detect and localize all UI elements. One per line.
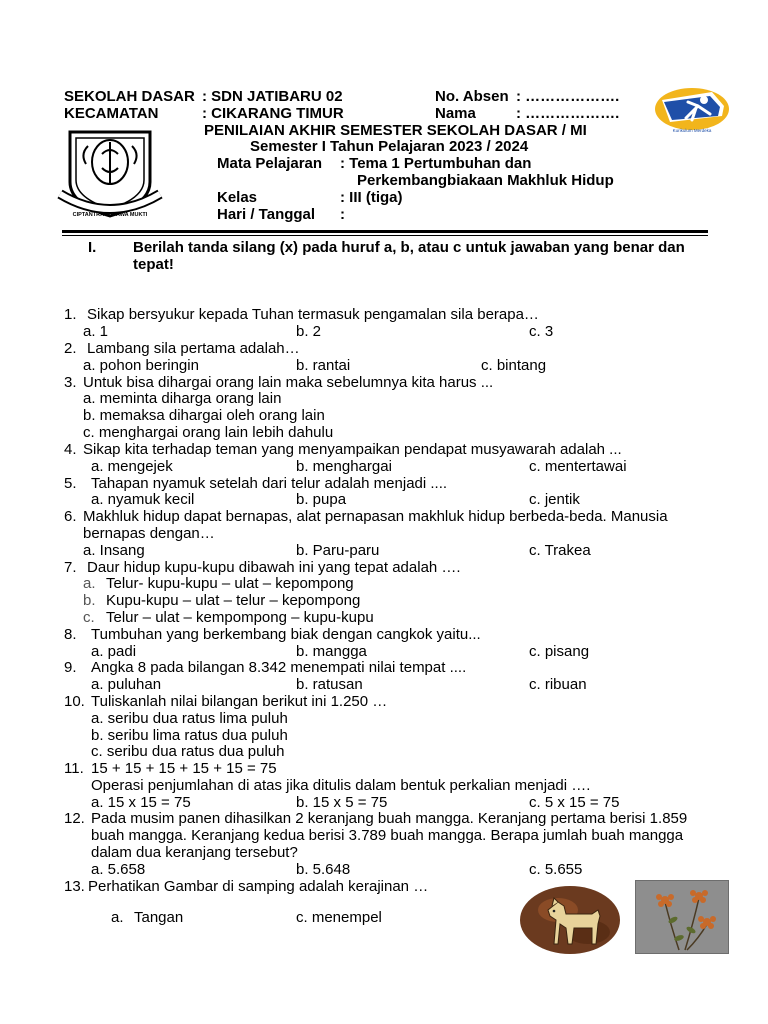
- question-6-text-line-2: bernapas dengan…: [83, 525, 215, 542]
- section-instruction-line-1: Berilah tanda silang (x) pada huruf a, b, atau c untuk jawaban yang benar dan: [133, 239, 685, 256]
- question-10-number: 10.: [64, 693, 85, 710]
- question-1-text: Sikap bersyukur kepada Tuhan termasuk pengamalan sila berapa…: [87, 306, 539, 323]
- question-7-option-a: Telur- kupu-kupu – ulat – kepompong: [106, 575, 354, 592]
- question-10-option-a: a. seribu dua ratus lima puluh: [91, 710, 288, 727]
- question-3-option-a: a. meminta diharga orang lain: [83, 390, 282, 407]
- question-7-option-c: Telur – ulat – kempompong – kupu-kupu: [106, 609, 374, 626]
- question-6-option-a: a. Insang: [83, 542, 145, 559]
- question-9-text: Angka 8 pada bilangan 8.342 menempati nilai tempat ....: [91, 659, 467, 676]
- question-3-option-b: b. memaksa dihargai oleh orang lain: [83, 407, 325, 424]
- question-13-text: Perhatikan Gambar di samping adalah kerajinan …: [88, 878, 429, 895]
- question-4-text: Sikap kita terhadap teman yang menyampaikan pendapat musyawarah adalah ...: [83, 441, 622, 458]
- question-4-option-c: c. mentertawai: [529, 458, 627, 475]
- subject-value-1: : Tema 1 Pertumbuhan dan: [340, 155, 532, 172]
- question-10-option-c: c. seribu dua ratus dua puluh: [91, 743, 285, 760]
- question-2-option-a: a. pohon beringin: [83, 357, 199, 374]
- absen-value: : ……………….: [516, 88, 620, 105]
- question-9-option-a: a. puluhan: [91, 676, 162, 693]
- question-7-option-b: Kupu-kupu – ulat – telur – kepompong: [106, 592, 361, 609]
- question-1-option-a: a. 1: [83, 323, 109, 340]
- question-5-number: 5.: [64, 475, 77, 492]
- question-9-option-b: b. ratusan: [296, 676, 363, 693]
- question-11-number: 11.: [64, 760, 84, 777]
- crest-motto: CIPTANTRA WIBAWA MUKTI: [72, 212, 148, 218]
- question-11-text-line-2: Operasi penjumlahan di atas jika ditulis dalam bentuk perkalian menjadi ….: [91, 777, 591, 794]
- question-5-option-b: b. pupa: [296, 491, 347, 508]
- section-number: I.: [88, 239, 97, 256]
- date-label: Hari / Tanggal: [217, 206, 316, 223]
- semester-line: Semester I Tahun Pelajaran 2023 / 2024: [250, 138, 529, 155]
- school-label: SEKOLAH DASAR: [64, 88, 195, 105]
- question-13-option-a-letter: a.: [111, 909, 124, 926]
- date-value: :: [340, 206, 345, 223]
- question-6-option-c: c. Trakea: [529, 542, 591, 559]
- question-8-option-c: c. pisang: [529, 643, 590, 660]
- question-1-option-b: b. 2: [296, 323, 322, 340]
- question-10-text: Tuliskanlah nilai bilangan berikut ini 1.250 …: [91, 693, 388, 710]
- question-3-option-c: c. menghargai orang lain lebih dahulu: [83, 424, 334, 441]
- class-value: : III (tiga): [340, 189, 403, 206]
- question-8-option-b: b. mangga: [296, 643, 367, 660]
- section-instruction-line-2: tepat!: [133, 256, 174, 273]
- question-7-option-a-letter: a.: [83, 575, 96, 592]
- question-9-number: 9.: [64, 659, 77, 676]
- question-2-number: 2.: [64, 340, 77, 357]
- question-8-text: Tumbuhan yang berkembang biak dengan cangkok yaitu...: [91, 626, 481, 643]
- question-2-option-b: b. rantai: [296, 357, 351, 374]
- exam-title: PENILAIAN AKHIR SEMESTER SEKOLAH DASAR / MI: [204, 122, 587, 139]
- question-12-option-c: c. 5.655: [529, 861, 583, 878]
- kurikulum-logo-text: Kurikulum Merdeka: [672, 128, 712, 133]
- question-4-option-b: b. menghargai: [296, 458, 392, 475]
- question-8-option-a: a. padi: [91, 643, 137, 660]
- question-11-option-a: a. 15 x 15 = 75: [91, 794, 191, 811]
- flower-craft-image: [635, 880, 729, 954]
- question-12-option-a: a. 5.658: [91, 861, 146, 878]
- absen-label: No. Absen: [435, 88, 509, 105]
- question-12-text-line-3: dalam dua keranjang tersebut?: [91, 844, 298, 861]
- name-value: : ……………….: [516, 105, 620, 122]
- question-3-number: 3.: [64, 374, 77, 391]
- question-7-text: Daur hidup kupu-kupu dibawah ini yang tepat adalah ….: [87, 559, 461, 576]
- question-13-option-a: Tangan: [134, 909, 184, 926]
- question-13-option-c: c. menempel: [296, 909, 382, 926]
- kurikulum-logo: [652, 86, 732, 136]
- school-value: : SDN JATIBARU 02: [202, 88, 343, 105]
- name-label: Nama: [435, 105, 476, 122]
- subject-label: Mata Pelajaran: [217, 155, 323, 172]
- question-6-option-b: b. Paru-paru: [296, 542, 380, 559]
- question-9-option-c: c. ribuan: [529, 676, 587, 693]
- school-crest-logo: [56, 124, 164, 224]
- question-11-option-b: b. 15 x 5 = 75: [296, 794, 388, 811]
- header-divider-thin: [62, 235, 708, 236]
- question-8-number: 8.: [64, 626, 77, 643]
- question-12-option-b: b. 5.648: [296, 861, 351, 878]
- question-12-number: 12.: [64, 810, 85, 827]
- subject-value-2: Perkembangbiakaan Makhluk Hidup: [357, 172, 614, 189]
- question-1-option-c: c. 3: [529, 323, 554, 340]
- question-11-text-line-1: 15 + 15 + 15 + 15 + 15 = 75: [91, 760, 277, 777]
- question-12-text-line-2: buah mangga. Keranjang kedua berisi 3.789 buah mangga. Berapa jumlah buah mangga: [91, 827, 684, 844]
- question-4-option-a: a. mengejek: [91, 458, 173, 475]
- question-5-text: Tahapan nyamuk setelah dari telur adalah menjadi ....: [91, 475, 448, 492]
- question-6-text-line-1: Makhluk hidup dapat bernapas, alat pernapasan makhluk hidup berbeda-beda. Manusia: [83, 508, 668, 525]
- horse-craft-image: [518, 880, 622, 954]
- question-3-text: Untuk bisa dihargai orang lain maka sebelumnya kita harus ...: [83, 374, 494, 391]
- question-5-option-a: a. nyamuk kecil: [91, 491, 195, 508]
- question-12-text-line-1: Pada musim panen dihasilkan 2 keranjang buah mangga. Keranjang pertama berisi 1.859: [91, 810, 688, 827]
- question-4-number: 4.: [64, 441, 77, 458]
- question-6-number: 6.: [64, 508, 77, 525]
- question-1-number: 1.: [64, 306, 77, 323]
- district-value: : CIKARANG TIMUR: [202, 105, 344, 122]
- question-2-option-c: c. bintang: [481, 357, 547, 374]
- question-7-option-c-letter: c.: [83, 609, 95, 626]
- question-7-number: 7.: [64, 559, 77, 576]
- district-label: KECAMATAN: [64, 105, 159, 122]
- header-divider-thick: [62, 230, 708, 233]
- question-2-text: Lambang sila pertama adalah…: [87, 340, 300, 357]
- question-11-option-c: c. 5 x 15 = 75: [529, 794, 620, 811]
- question-7-option-b-letter: b.: [83, 592, 96, 609]
- question-13-number: 13.: [64, 878, 85, 895]
- question-5-option-c: c. jentik: [529, 491, 580, 508]
- class-label: Kelas: [217, 189, 258, 206]
- question-10-option-b: b. seribu lima ratus dua puluh: [91, 727, 288, 744]
